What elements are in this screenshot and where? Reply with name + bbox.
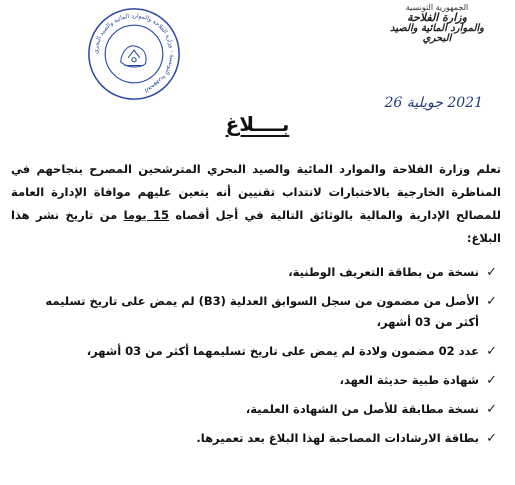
stamp-outer-text: الجمهورية التونسية - وزارة الفلاحة والموارد المائية والصيد البحري bbox=[92, 12, 176, 94]
ministry-name-line1: وزارة الفلاحة bbox=[407, 11, 467, 25]
list-item bbox=[27, 341, 497, 362]
list-item-text: شهادة طبية حديثة العهد، bbox=[339, 373, 479, 387]
deadline-value: 15 يوما bbox=[123, 208, 169, 222]
check-icon: ✓ bbox=[486, 294, 497, 309]
announcement-text: تعلم وزارة الفلاحة والموارد المائية والصيد البحري المترشحين المصرح بنجاحهم في المناظرة الخارجية بالاختبارات لانتداب تقنيين أنه يتعين عليهم موافاة الإدارة العامة للمصالح الإدارية والمالية بالوثائق التالية في أجل أقصاه bbox=[11, 162, 501, 222]
list-item-text: نسخة من بطاقة التعريف الوطنية، bbox=[288, 265, 479, 279]
page-title: بــــلاغ bbox=[225, 112, 290, 136]
check-icon: ✓ bbox=[486, 431, 497, 446]
list-item-text: عدد 02 مضمون ولادة لم يمض على تاريخ تسليمهما أكثر من 03 أشهر، bbox=[86, 344, 479, 358]
list-item bbox=[27, 399, 497, 420]
list-item bbox=[27, 262, 497, 283]
ministry-header bbox=[387, 4, 487, 45]
check-icon: ✓ bbox=[486, 373, 497, 388]
required-documents-list bbox=[27, 262, 497, 457]
ministry-name-line2: والموارد المائية والصيد البحري bbox=[389, 22, 485, 45]
ministry-stamp-icon bbox=[86, 6, 182, 102]
republic-label: الجمهورية التونسية bbox=[405, 3, 469, 12]
list-item bbox=[27, 370, 497, 391]
list-item-text: الأصل من مضمون من سجل السوابق العدلية (B3) لم يمض على تاريخ تسليمه أكثر من 03 أشهر، bbox=[45, 294, 479, 329]
announcement-text-end: من تاريخ نشر هذا البلاغ: bbox=[11, 208, 501, 245]
announcement-paragraph bbox=[11, 158, 501, 250]
check-icon: ✓ bbox=[486, 344, 497, 359]
list-item-text: بطاقة الارشادات المصاحبة لهذا البلاغ بعد تعميرها. bbox=[196, 431, 479, 445]
document-date: 2021 جويلية 26 bbox=[384, 95, 483, 111]
list-item bbox=[27, 428, 497, 449]
list-item bbox=[27, 291, 497, 333]
list-item-text: نسخة مطابقة للأصل من الشهادة العلمية، bbox=[245, 402, 479, 416]
check-icon: ✓ bbox=[486, 402, 497, 417]
check-icon: ✓ bbox=[486, 265, 497, 280]
